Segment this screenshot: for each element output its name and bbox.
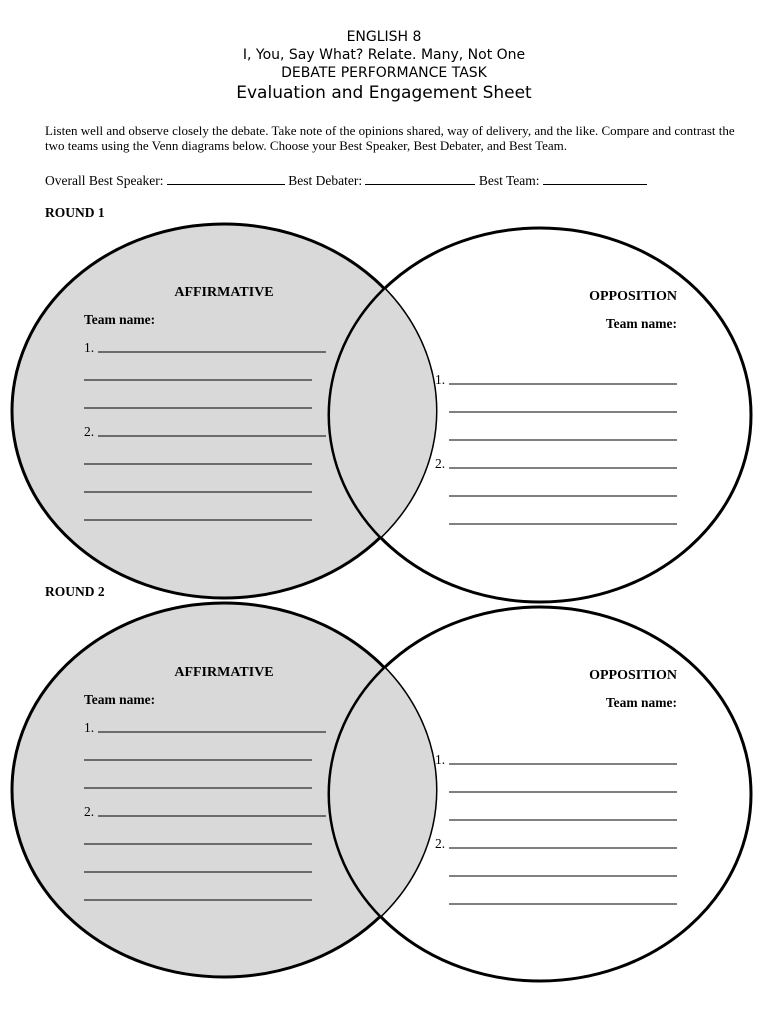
affirmative-item-1-number: 1.: [84, 340, 95, 355]
affirmative-item-1-number: 1.: [84, 720, 95, 735]
round-1-venn-diagram: [0, 215, 768, 605]
affirmative-team-name-label: Team name:: [84, 312, 156, 327]
best-team-label: Best Team:: [478, 173, 540, 188]
best-team-blank[interactable]: [543, 172, 647, 185]
opposition-team-name-label: Team name:: [605, 316, 677, 331]
affirmative-label: AFFIRMATIVE: [174, 665, 274, 680]
round-1-title: ROUND 1: [45, 205, 105, 220]
document-header: [0, 28, 768, 104]
best-debater-label: Best Debater:: [288, 173, 363, 188]
opposition-item-1-number: 1.: [435, 372, 446, 387]
unit-heading: I, You, Say What? Relate. Many, Not One: [242, 47, 526, 63]
best-debater-blank[interactable]: [365, 172, 475, 185]
opposition-item-1-number: 1.: [435, 752, 446, 767]
affirmative-label: AFFIRMATIVE: [174, 285, 274, 300]
opposition-label: OPPOSITION: [589, 668, 677, 683]
awards-line: [45, 172, 735, 189]
subject-heading: ENGLISH 8: [346, 29, 422, 45]
affirmative-item-2-number: 2.: [84, 804, 95, 819]
opposition-label: OPPOSITION: [589, 289, 677, 304]
sheet-title: Evaluation and Engagement Sheet: [236, 83, 532, 103]
round-2-title: ROUND 2: [45, 584, 105, 599]
opposition-item-2-number: 2.: [435, 456, 446, 471]
best-speaker-label: Overall Best Speaker:: [45, 173, 164, 188]
affirmative-team-name-label: Team name:: [84, 692, 156, 707]
task-heading: DEBATE PERFORMANCE TASK: [281, 65, 487, 81]
round-2-venn-diagram: [0, 594, 768, 984]
opposition-team-name-label: Team name:: [605, 695, 677, 710]
instructions-paragraph: Listen well and observe closely the debate. Take note of the opinions shared, way of delivery, and the like. Compare and contrast the two teams using the Venn diagrams below. Choose your Best Speaker, Best Debater, and Best Team.: [45, 123, 735, 153]
opposition-item-2-number: 2.: [435, 836, 446, 851]
best-speaker-blank[interactable]: [167, 172, 285, 185]
affirmative-item-2-number: 2.: [84, 424, 95, 439]
